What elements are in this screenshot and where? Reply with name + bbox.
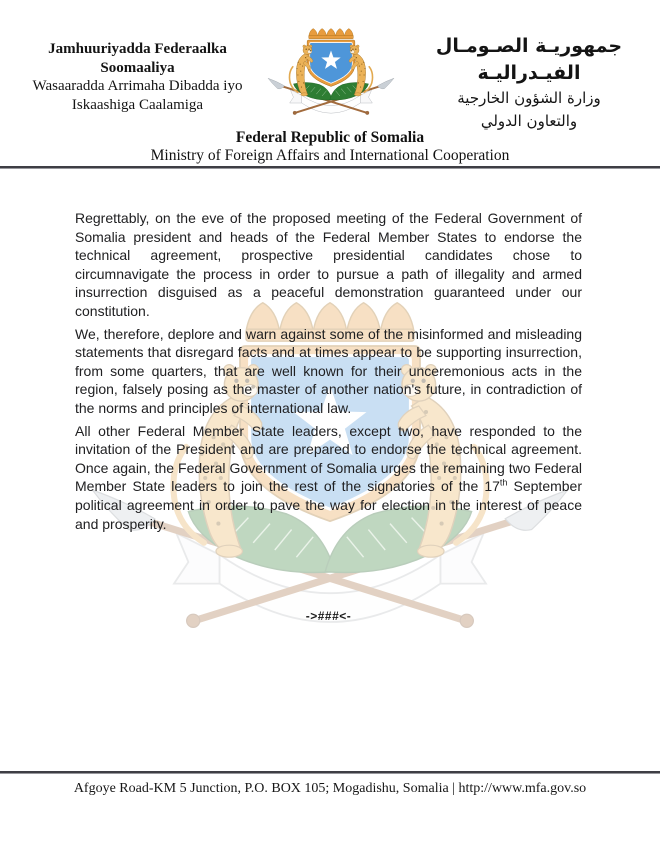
paragraph-2: We, therefore, deplore and warn against some of the misinformed and misleading statements that disregard facts and at times appear to be supporting insurrection, from some quarters, that are well known for their unceremonious acts in the region, falsely posing as the master of another nation's future, in contradiction of the norms and principles of international law. <box>75 325 582 416</box>
ministry-name-somali: Jamhuuriyadda Federaalka Soomaaliya Wasaaradda Arrimaha Dibadda iyo Iskaashiga Caalamiga <box>10 40 265 114</box>
footer-divider <box>0 771 660 774</box>
ministry-name-arabic: جمهوريـة الصـومـال الفيـدراليـة وزارة الشؤون الخارجية والتعاون الدولي <box>400 33 658 133</box>
paragraph-1: Regrettably, on the eve of the proposed meeting of the Federal Government of Somalia president and heads of the Federal Member States to endorse the technical agreement, prospective presidential candidates chose to circumnavigate the process in order to pursue a path of illegality and armed insurrection disguised as a peaceful demonstration guaranteed under our constitution. <box>75 210 582 319</box>
country-name-arabic: جمهوريـة الصـومـال الفيـدراليـة <box>435 35 623 84</box>
letterhead-titles <box>0 129 660 165</box>
ordinal-superscript: th <box>499 477 508 488</box>
end-of-document-mark: ->###<- <box>305 609 352 624</box>
header-divider <box>0 166 660 169</box>
somalia-coat-of-arms-icon <box>261 24 401 126</box>
footer-address: Afgoye Road-KM 5 Junction, P.O. BOX 105; Mogadishu, Somalia | http://www.mfa.gov.so <box>73 781 587 796</box>
country-title: Federal Republic of Somalia <box>235 129 425 146</box>
letter-body <box>75 209 582 626</box>
paragraph-3: All other Federal Member State leaders, except two, have responded to the invitation of the President and are prepared to endorse the technical agreement. Once again, the Federal Government of Somalia urges the remaining two Federal Member State leaders to join the rest of the signatories of the 17th September political agreement in order to pave the way for election in the interest of peace and prosperity. <box>75 422 582 532</box>
country-name-somali: Jamhuuriyadda Federaalka Soomaaliya <box>48 41 227 76</box>
ministry-title: Ministry of Foreign Affairs and International Cooperation <box>150 147 510 164</box>
